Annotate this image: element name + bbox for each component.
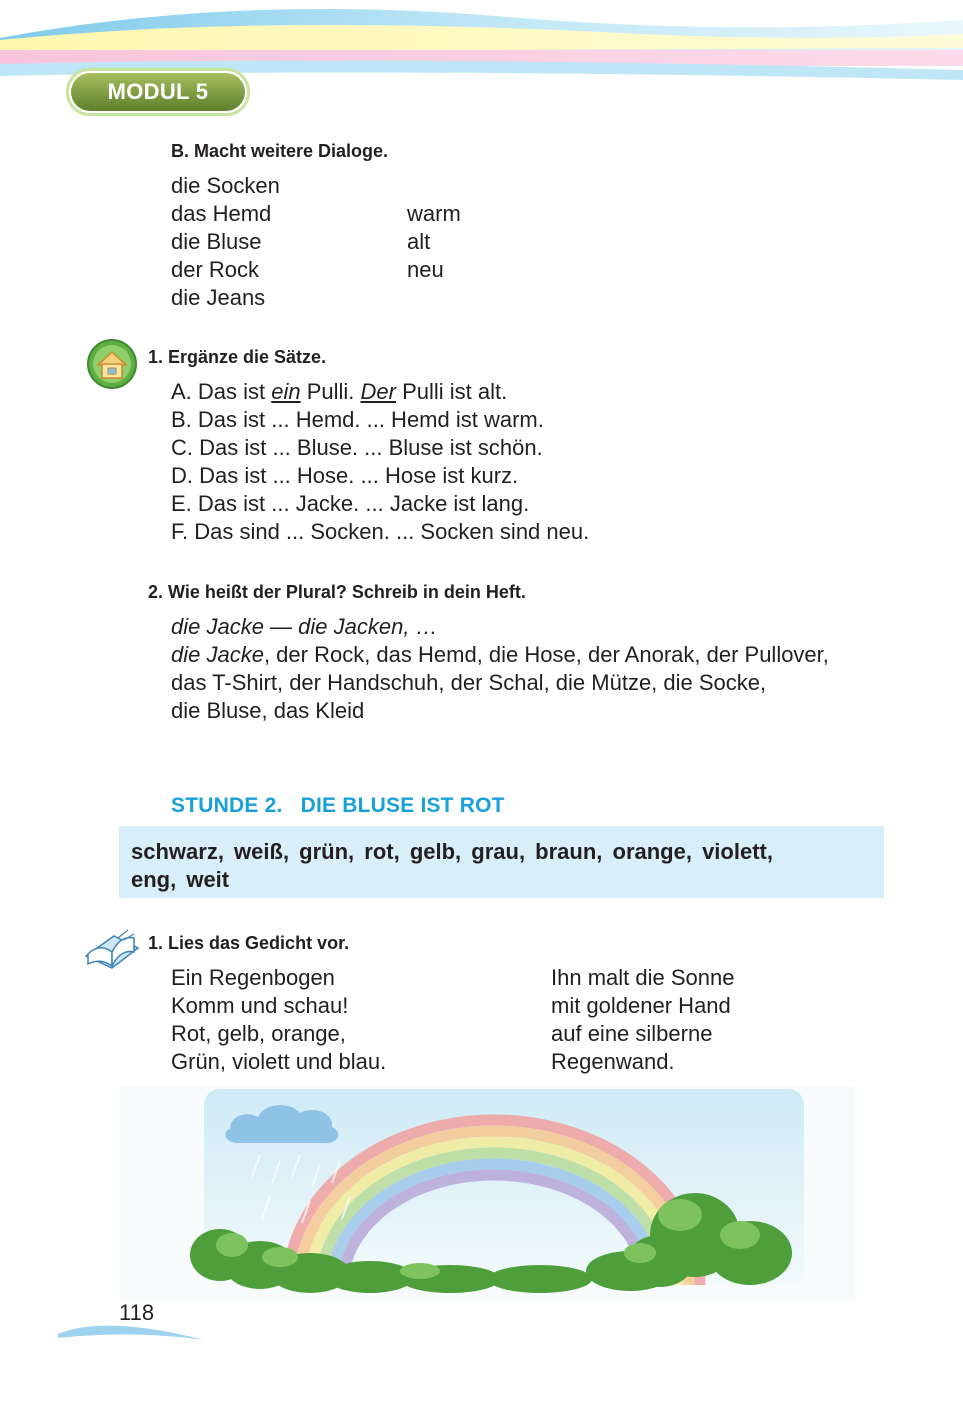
adjective-list	[407, 200, 461, 284]
sentence: C. Das ist ... Bluse. ... Bluse ist schön.	[171, 435, 543, 460]
poem-line: Rot, gelb, orange,	[171, 1021, 346, 1046]
rainbow-illustration	[120, 1085, 855, 1300]
footer-swoosh	[56, 1320, 206, 1350]
poem-line: Ihn malt die Sonne	[551, 965, 735, 990]
article-blank: ein	[271, 379, 301, 404]
example-text: Pulli.	[300, 379, 361, 404]
section-b-instruction: B. Macht weitere Dialoge.	[171, 141, 389, 161]
example-text: Pulli ist alt.	[395, 379, 508, 404]
sentence: F. Das sind ... Socken. ... Socken sind neu.	[171, 519, 590, 544]
noun-list	[171, 172, 280, 312]
adjective-item: neu	[407, 257, 444, 282]
noun-item: die Jeans	[171, 285, 266, 310]
adjective-item: alt	[407, 229, 431, 254]
example-sentence	[171, 378, 589, 406]
poem-line: Ein Regenbogen	[171, 965, 335, 990]
open-book-icon	[82, 926, 142, 976]
poem-instruction: 1. Lies das Gedicht vor.	[148, 933, 350, 953]
poem-line: Grün, violett und blau.	[171, 1049, 387, 1074]
plural-example: die Jacke — die Jacken, …	[171, 614, 438, 639]
word-list-line: die Bluse, das Kleid	[171, 698, 365, 723]
poem-line: auf eine silberne	[551, 1021, 713, 1046]
poem-line: Regenwand.	[551, 1049, 675, 1074]
house-icon	[86, 338, 138, 390]
first-word: die Jacke	[171, 642, 264, 667]
exercise-2-text	[171, 613, 829, 725]
adjective-item: warm	[407, 201, 461, 226]
noun-item: die Bluse	[171, 229, 262, 254]
sentence: B. Das ist ... Hemd. ... Hemd ist warm.	[171, 407, 544, 432]
poem-line: mit goldener Hand	[551, 993, 731, 1018]
sentence: E. Das ist ... Jacke. ... Jacke ist lang.	[171, 491, 530, 516]
exercise-2-instruction: 2. Wie heißt der Plural? Schreib in dein Heft.	[148, 582, 526, 602]
page-number: 118	[119, 1300, 155, 1325]
module-label: MODUL 5	[107, 79, 209, 104]
exercise-1-sentences	[171, 378, 589, 546]
poem-line: Komm und schau!	[171, 993, 349, 1018]
noun-item: die Socken	[171, 173, 280, 198]
noun-item: das Hemd	[171, 201, 272, 226]
word-list-line: das T-Shirt, der Handschuh, der Schal, die Mütze, die Socke,	[171, 670, 767, 695]
word-list-line	[171, 641, 829, 669]
poem-stanza-right	[551, 964, 734, 1076]
vocab-line: schwarz, weiß, grün, rot, gelb, grau, braun, orange, violett,	[131, 839, 773, 864]
exercise-1-instruction: 1. Ergänze die Sätze.	[148, 347, 327, 367]
vocab-line: eng, weit	[131, 867, 230, 892]
lesson-title: STUNDE 2. DIE BLUSE IST ROT	[171, 794, 505, 817]
word-list-rest: , der Rock, das Hemd, die Hose, der Anorak, der Pullover,	[263, 642, 829, 667]
example-text: A. Das ist	[171, 379, 272, 404]
noun-item: der Rock	[171, 257, 260, 282]
sentence: D. Das ist ... Hose. ... Hose ist kurz.	[171, 463, 519, 488]
poem-stanza-left	[171, 964, 386, 1076]
article-blank: Der	[360, 379, 396, 404]
vocabulary-text	[131, 838, 873, 894]
